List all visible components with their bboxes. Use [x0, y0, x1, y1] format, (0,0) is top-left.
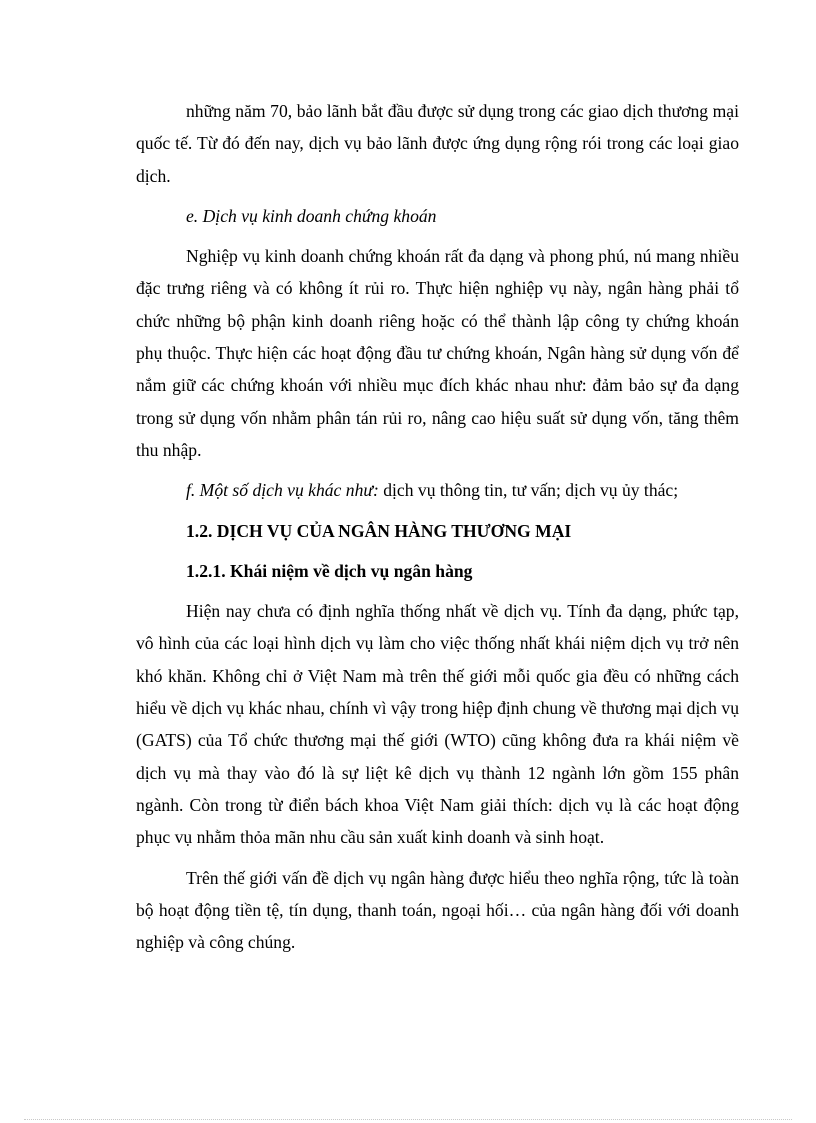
paragraph-securities: Nghiệp vụ kinh doanh chứng khoán rất đa dạng và phong phú, nú mang nhiều đặc trưng riêng và có không ít rủi ro. Thực hiện nghiệp vụ này, ngân hàng phải tổ chức những bộ phận kinh doanh riêng hoặc có thể thành lập công ty chứng khoán phụ thuộc. Thực hiện các hoạt động đầu tư chứng khoán, Ngân hàng sử dụng vốn để nắm giữ các chứng khoán với nhiều mục đích khác nhau như: đảm bảo sự đa dạng trong sử dụng vốn nhằm phân tán rủi ro, nâng cao hiệu suất sử dụng vốn, tăng thêm thu nhập.: [136, 246, 739, 460]
section-heading: 1.2. DỊCH VỤ CỦA NGÂN HÀNG THƯƠNG MẠI: [186, 520, 572, 541]
other-services-text: dịch vụ thông tin, tư vấn; dịch vụ ủy thác;: [378, 480, 679, 501]
subsection-heading: 1.2.1. Khái niệm về dịch vụ ngân hàng: [186, 560, 473, 581]
paragraph-other-services: [136, 474, 739, 506]
page-bottom-divider: [24, 1119, 792, 1120]
document-page: [136, 95, 739, 958]
paragraph-guarantee: những năm 70, bảo lãnh bắt đầu được sử dụng trong các giao dịch thương mại quốc tế. Từ đó đến nay, dịch vụ bảo lãnh được ứng dụng rộng rói trong các loại giao dịch.: [136, 101, 739, 186]
paragraph-service-concept: Hiện nay chưa có định nghĩa thống nhất về dịch vụ. Tính đa dạng, phức tạp, vô hình của các loại hình dịch vụ làm cho việc thống nhất khái niệm dịch vụ trở nên khó khăn. Không chỉ ở Việt Nam mà trên thế giới mỗi quốc gia đều có những cách hiểu về dịch vụ khác nhau, chính vì vậy trong hiệp định chung về thương mại dịch vụ (GATS) của Tổ chức thương mại thế giới (WTO) cũng không đưa ra khái niệm về dịch vụ mà thay vào đó là sự liệt kê dịch vụ thành 12 ngành lớn gồm 155 phân ngành. Còn trong từ điển bách khoa Việt Nam giải thích: dịch vụ là các hoạt động phục vụ nhằm thỏa mãn nhu cầu sản xuất kinh doanh và sinh hoạt.: [136, 601, 739, 848]
paragraph-banking-services: Trên thế giới vấn đề dịch vụ ngân hàng được hiểu theo nghĩa rộng, tức là toàn bộ hoạt động tiền tệ, tín dụng, thanh toán, ngoại hối… của ngân hàng đối với doanh nghiệp và công chúng.: [136, 867, 739, 953]
other-services-label: f. Một số dịch vụ khác như:: [186, 480, 379, 501]
heading-securities-services: e. Dịch vụ kinh doanh chứng khoán: [186, 205, 437, 226]
